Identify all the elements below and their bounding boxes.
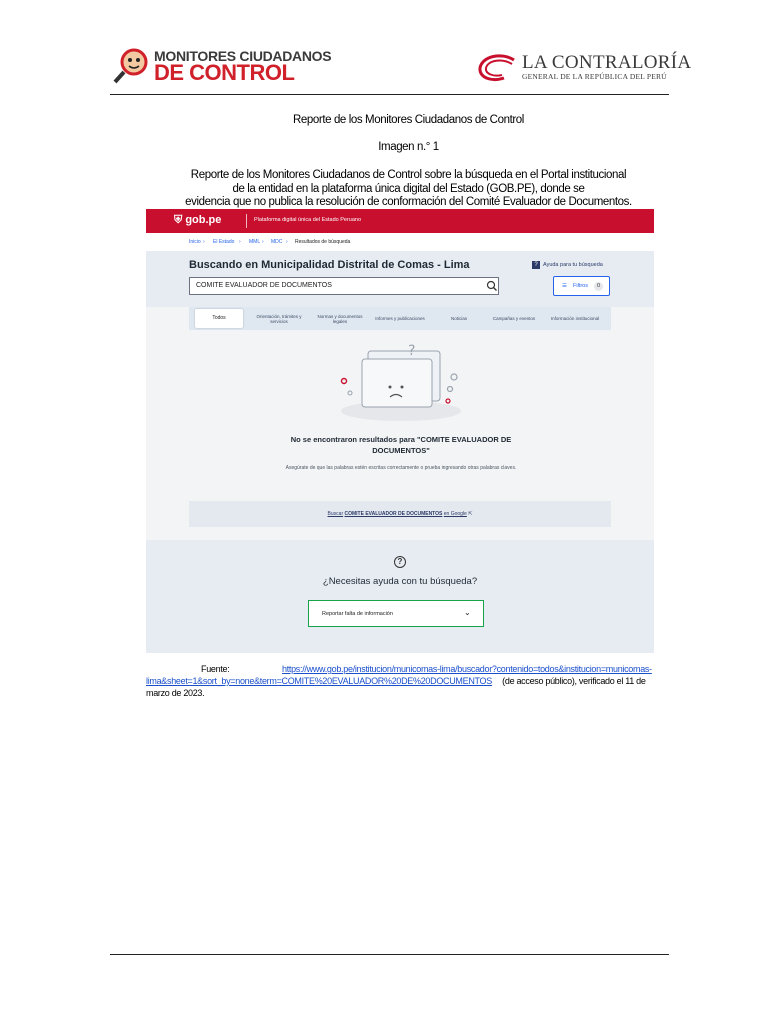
tab-normas[interactable]: Normas y documentos legales — [317, 313, 363, 324]
breadcrumb-mdc[interactable]: MDC — [271, 239, 283, 245]
search-icon[interactable] — [486, 279, 498, 293]
caption-line3: evidencia que no publica la resolución de conformación del Comité Evaluador de Documentos. — [185, 196, 632, 208]
source-label: Fuente: — [201, 664, 230, 674]
help-link[interactable] — [532, 261, 603, 269]
search-input[interactable] — [189, 277, 499, 295]
google-prefix: Buscar — [327, 511, 344, 517]
google-term: COMITE EVALUADOR DE DOCUMENTOS — [344, 511, 443, 517]
help-link-label: Ayuda para tu búsqueda — [543, 262, 603, 268]
caption-line2: de la entidad en la plataforma única digital del Estado (GOB.PE), donde se — [232, 183, 585, 195]
google-search-box — [189, 501, 611, 527]
gob-header-bar — [146, 209, 654, 233]
chevron-right-icon: › — [286, 239, 288, 245]
chevron-right-icon: › — [262, 239, 264, 245]
source-access: (de acceso público), verificado el 11 de — [502, 676, 646, 686]
contraloria-emblem-icon — [474, 50, 518, 84]
google-suffix: en Google — [443, 511, 467, 517]
caption-line1: Reporte de los Monitores Ciudadanos de Control sobre la búsqueda en el Portal institucional — [190, 169, 627, 181]
source-date: marzo de 2023. — [146, 688, 205, 698]
search-section — [146, 251, 654, 307]
shield-icon: ⛨ — [174, 214, 183, 226]
la-contraloria-logo — [474, 50, 692, 84]
chevron-right-icon: › — [239, 239, 241, 245]
help-section — [146, 540, 654, 653]
image-label: Imagen n.° 1 — [378, 141, 439, 153]
empty-results-illustration-icon — [336, 337, 466, 423]
source-block — [146, 663, 658, 699]
external-link-icon: ⇱ — [468, 511, 473, 517]
tab-campanas[interactable]: Campañas y eventos — [492, 316, 536, 321]
footer-divider — [110, 954, 669, 955]
tab-orientacion[interactable]: Orientación, trámites y servicios — [256, 313, 302, 324]
source-url-part1[interactable]: https://www.gob.pe/institucion/municomas-lima/buscador?contenido=todos&institucion=municomas- — [282, 664, 652, 674]
logo-line1: MONITORES CIUDADANOS — [154, 48, 332, 64]
filter-count: 0 — [594, 282, 603, 291]
embedded-screenshot — [146, 209, 654, 653]
filter-button[interactable] — [553, 276, 610, 296]
help-heading: ¿Necesitas ayuda con tu búsqueda? — [322, 576, 478, 587]
logo-line2: DE CONTROL — [154, 60, 295, 85]
report-missing-info-dropdown[interactable] — [308, 600, 484, 627]
search-value: COMITE EVALUADOR DE DOCUMENTOS — [196, 282, 332, 289]
chevron-down-icon: ⌄ — [464, 608, 471, 617]
filter-label: Filtros — [573, 283, 588, 289]
header-separator — [246, 214, 247, 228]
logo-subtitle: GENERAL DE LA REPÚBLICA DEL PERÚ — [522, 72, 667, 81]
question-circle-icon: ? — [394, 556, 406, 568]
breadcrumb — [146, 233, 654, 251]
google-search-link[interactable] — [189, 511, 611, 517]
filter-icon: ☰ — [562, 283, 567, 289]
tab-noticias[interactable]: Noticias — [450, 316, 467, 321]
no-results-hint: Asegúrate de que las palabras estén escritas correctamente o prueba ingresando otras palabras claves. — [285, 465, 517, 471]
gob-tagline: Plataforma digital única del Estado Peruano — [254, 217, 362, 223]
header-divider — [110, 94, 669, 95]
source-url-part2[interactable]: lima&sheet=1&sort_by=none&term=COMITE%20EVALUADOR%20DE%20DOCUMENTOS — [146, 676, 492, 686]
breadcrumb-inicio[interactable]: Inicio — [189, 239, 201, 245]
tab-informes[interactable]: Informes y publicaciones — [375, 316, 425, 321]
monitores-ciudadanos-logo — [112, 46, 332, 86]
chevron-right-icon: › — [203, 239, 205, 245]
search-title: Buscando en Municipalidad Distrital de Comas - Lima — [189, 259, 470, 271]
gob-logo[interactable] — [174, 214, 221, 227]
no-results-title: No se encontraron resultados para "COMITE EVALUADOR DE DOCUMENTOS" — [290, 435, 512, 455]
tab-todos[interactable]: Todos — [195, 309, 243, 328]
question-icon: ? — [532, 261, 540, 269]
magnifier-face-icon — [112, 46, 152, 86]
breadcrumb-estado[interactable]: El Estado — [213, 239, 235, 245]
breadcrumb-mml[interactable]: MML — [249, 239, 261, 245]
logo-title: LA CONTRALORÍA — [522, 52, 692, 73]
gob-brand: gob.pe — [185, 214, 222, 226]
result-tabs — [189, 307, 611, 330]
breadcrumb-current: Resultados de búsqueda — [295, 239, 351, 245]
report-title: Reporte de los Monitores Ciudadanos de Control — [293, 114, 524, 126]
tab-informacion[interactable]: Información institucional — [550, 316, 600, 321]
report-button-label: Reportar falta de información — [322, 611, 393, 617]
svg-text:?: ? — [408, 343, 416, 359]
